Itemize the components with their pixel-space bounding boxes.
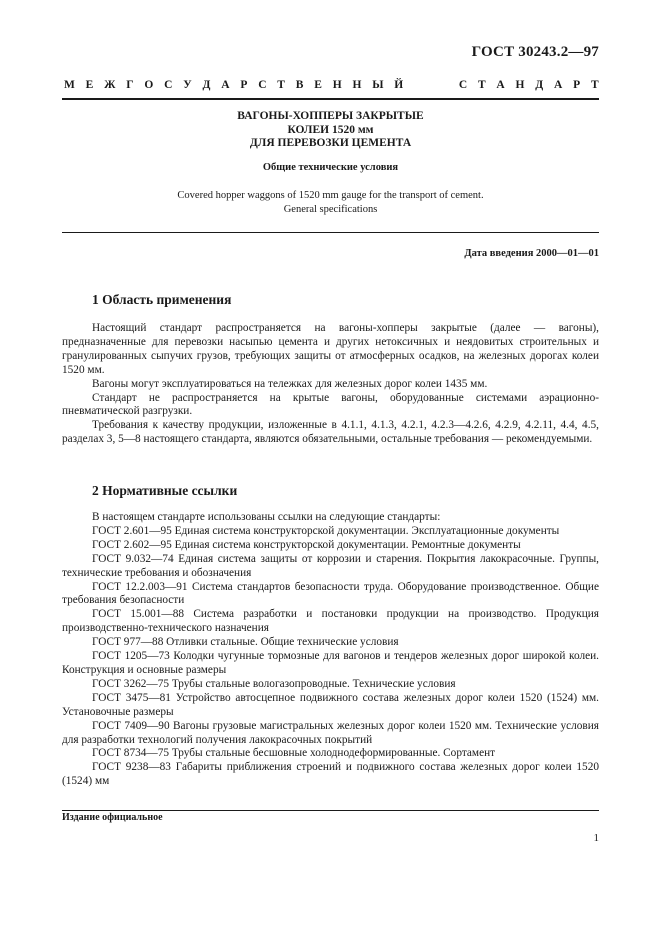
document-title [62,110,599,151]
banner-letter: Е [85,79,94,91]
reference-item: ГОСТ 8734—75 Трубы стальные бесшовные холоднодеформированные. Сортамент [92,747,496,760]
banner-letter: Н [515,79,525,91]
footer-rule [62,810,599,811]
title-line-1: ВАГОНЫ-ХОППЕРЫ ЗАКРЫТЫЕ [237,110,424,122]
banner-letter: А [496,79,505,91]
reference-item: ГОСТ 3262—75 Трубы стальные вологазопроводные. Технические условия [92,677,456,690]
banner-letter: А [221,79,230,91]
introduction-date: Дата введения 2000—01—01 [464,248,599,259]
banner-letter: С [458,79,468,91]
banner-letter: Ы [372,79,384,91]
banner-letter: А [554,79,563,91]
reference-item: ГОСТ 2.602—95 Единая система конструкторской документации. Ремонтные документы [92,538,521,551]
banner-letter: Т [477,79,486,91]
banner-letter: С [164,79,173,91]
reference-item: ГОСТ 9.032—74 Единая система защиты от коррозии и старения. Покрытия лакокрасочные. Группы, технические требования и обозначения [62,552,599,579]
banner-letter: М [64,79,75,91]
banner-letter: Е [314,79,322,91]
banner-letter: Н [352,79,362,91]
reference-item: ГОСТ 7409—90 Вагоны грузовые магистральных железных дорог колеи 1520 мм. Технические условия для разработки технологий получения лакокрасочных покрытий [62,719,599,746]
banner-letter: В [295,79,304,91]
document-subtitle: Общие технические условия [262,162,399,173]
section-1-paragraph: Вагоны могут эксплуатироваться на тележках для железных дорог колеи 1435 мм. [92,377,488,390]
banner-letter: Й [394,79,404,91]
reference-item: ГОСТ 9238—83 Габариты приближения строений и подвижного состава железных дорог колеи 1520 (1524) мм [62,761,599,788]
interstate-standard-banner [64,79,599,91]
banner-letter: У [183,79,192,91]
reference-item: ГОСТ 2.601—95 Единая система конструкторской документации. Эксплуатационные документы [92,524,560,537]
banner-gap [414,79,448,91]
banner-letter: Р [240,79,248,91]
top-rule [62,98,599,100]
title-line-2: КОЛЕИ 1520 мм [287,123,374,136]
section-1-heading: 1 Область применения [92,292,232,307]
banner-letter: Р [573,79,581,91]
title-line-3: ДЛЯ ПЕРЕВОЗКИ ЦЕМЕНТА [249,137,412,149]
banner-letter: Д [535,79,544,91]
banner-letter: Н [332,79,342,91]
banner-letter: Г [126,79,134,91]
reference-item: ГОСТ 3475—81 Устройство автосцепное подвижного состава железных дорог колеи 1520 (1524) мм. Установочные размеры [62,691,599,718]
section-2-intro: В настоящем стандарте использованы ссылки на следующие стандарты: [92,511,441,523]
section-1-paragraph: Стандарт не распространяется на крытые вагоны, оборудованные системами аэрационно-пневматической разгрузки. [62,391,599,418]
banner-letter: С [258,79,267,91]
section-2-heading: 2 Нормативные ссылки [92,483,238,498]
section-1-body [62,322,599,447]
reference-item: ГОСТ 12.2.003—91 Система стандартов безопасности труда. Оборудование производственное. Общие требования безопасности [62,580,599,607]
english-title-line-2: General specifications [283,204,378,215]
section-1-paragraph: Настоящий стандарт распространяется на вагоны-хопперы закрытые (далее — вагоны), предназначенные для перевозки насыпью цемента и других нетоксичных и неядовитых строительных и гранулированных сыпучих грузов, требующих защиты от атмосферных осадков, на железных дорогах колеи 1520 мм. [62,322,599,376]
document-number: ГОСТ 30243.2—97 [471,44,599,60]
middle-rule [62,232,599,233]
section-2-body [62,511,599,789]
banner-letter: Ж [104,79,116,91]
section-1-paragraph: Требования к качеству продукции, изложенные в 4.1.1, 4.1.3, 4.2.1, 4.2.3—4.2.6, 4.2.9, 4.2.11, 4.4, 4.5, разделах 3, 5—8 настоящего стандарта, являются обязательными, остальные требования — рекомендуемыми. [62,419,599,446]
english-title [62,189,599,217]
official-edition-note: Издание официальное [62,812,163,823]
reference-item: ГОСТ 1205—73 Колодки чугунные тормозные для вагонов и тендеров железных дорог широкой колеи. Конструкция и основные размеры [62,650,599,676]
banner-letter: Т [277,79,285,91]
english-title-line-1: Covered hopper waggons of 1520 mm gauge for the transport of cement. [177,190,484,201]
banner-letter: Т [590,79,599,91]
page-number: 1 [593,832,599,844]
banner-letter: Д [202,79,211,91]
reference-item: ГОСТ 977—88 Отливки стальные. Общие технические условия [92,636,399,649]
banner-letter: О [144,79,154,91]
reference-item: ГОСТ 15.001—88 Система разработки и постановки продукции на производство. Продукция производственно-технического назначения [62,608,599,635]
